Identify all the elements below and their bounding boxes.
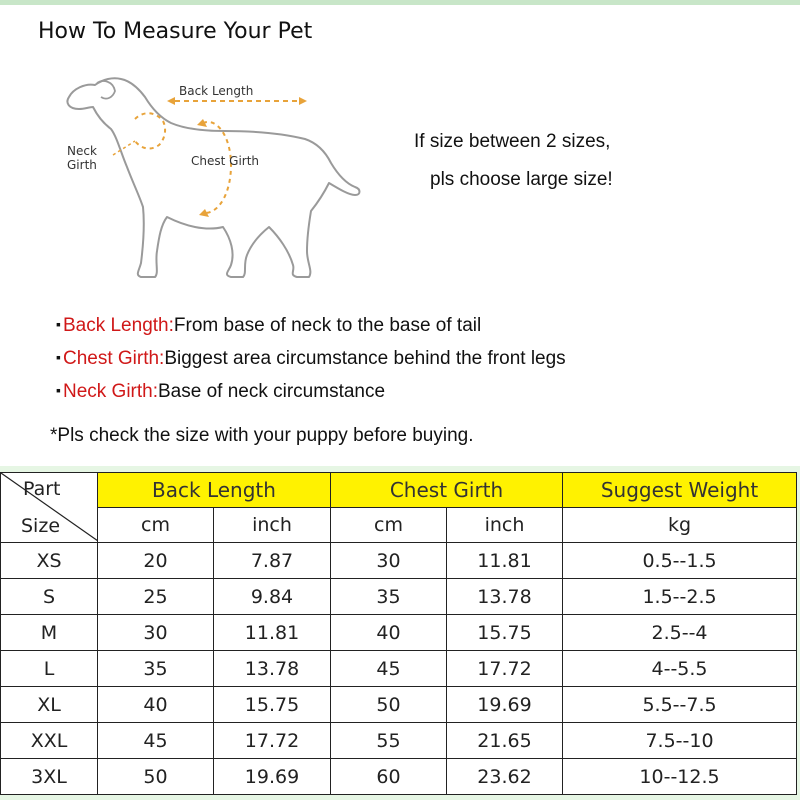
size-chart-frame xyxy=(0,466,800,800)
definition-text: From base of neck to the base of tail xyxy=(173,315,482,336)
value-cell: 1.5--2.5 xyxy=(563,579,797,615)
value-cell: 21.65 xyxy=(447,723,563,759)
measure-guide xyxy=(0,5,800,460)
size-cell: 3XL xyxy=(1,759,98,795)
neck-girth-arrow xyxy=(135,113,165,148)
dog-ear xyxy=(97,81,115,99)
check-size-note: *Pls check the size with your puppy before buying. xyxy=(50,425,474,446)
table-row xyxy=(1,687,797,723)
table-row xyxy=(1,615,797,651)
unit-cell: cm xyxy=(98,508,214,543)
value-cell: 20 xyxy=(98,543,214,579)
value-cell: 23.62 xyxy=(447,759,563,795)
corner-size-label: Size xyxy=(21,515,61,537)
neck-girth-label: Neck xyxy=(67,144,97,158)
bullet-icon: ▪ xyxy=(56,382,61,398)
unit-cell: inch xyxy=(214,508,331,543)
table-row xyxy=(1,543,797,579)
size-cell: L xyxy=(1,651,98,687)
value-cell: 30 xyxy=(98,615,214,651)
measurement-definitions xyxy=(56,309,776,408)
value-cell: 5.5--7.5 xyxy=(563,687,797,723)
value-cell: 50 xyxy=(331,687,447,723)
definition-term: Neck Girth: xyxy=(62,381,158,402)
value-cell: 40 xyxy=(98,687,214,723)
value-cell: 50 xyxy=(98,759,214,795)
table-row xyxy=(1,579,797,615)
size-cell: M xyxy=(1,615,98,651)
chest-girth-label: Chest Girth xyxy=(191,154,260,168)
value-cell: 45 xyxy=(98,723,214,759)
value-cell: 13.78 xyxy=(214,651,331,687)
definition-back-length xyxy=(56,309,776,342)
unit-cell: kg xyxy=(563,508,797,543)
table-row xyxy=(1,759,797,795)
value-cell: 4--5.5 xyxy=(563,651,797,687)
definition-text: Base of neck circumstance xyxy=(158,381,386,402)
value-cell: 30 xyxy=(331,543,447,579)
value-cell: 7.87 xyxy=(214,543,331,579)
table-row xyxy=(1,723,797,759)
dog-outline xyxy=(67,78,359,277)
size-advice-line-2: pls choose large size! xyxy=(430,169,613,190)
value-cell: 9.84 xyxy=(214,579,331,615)
value-cell: 15.75 xyxy=(214,687,331,723)
value-cell: 17.72 xyxy=(447,651,563,687)
value-cell: 55 xyxy=(331,723,447,759)
size-cell: XXL xyxy=(1,723,98,759)
size-cell: XS xyxy=(1,543,98,579)
size-cell: XL xyxy=(1,687,98,723)
value-cell: 2.5--4 xyxy=(563,615,797,651)
table-corner-cell xyxy=(1,473,98,543)
neck-girth-label-2: Girth xyxy=(67,158,97,172)
value-cell: 10--12.5 xyxy=(563,759,797,795)
size-cell: S xyxy=(1,579,98,615)
value-cell: 11.81 xyxy=(214,615,331,651)
header-chest-girth: Chest Girth xyxy=(331,473,563,508)
unit-cell: inch xyxy=(447,508,563,543)
definition-text: Biggest area circumstance behind the front legs xyxy=(164,348,566,369)
value-cell: 35 xyxy=(331,579,447,615)
back-length-label: Back Length xyxy=(179,84,254,98)
value-cell: 35 xyxy=(98,651,214,687)
value-cell: 7.5--10 xyxy=(563,723,797,759)
table-row xyxy=(1,651,797,687)
value-cell: 25 xyxy=(98,579,214,615)
size-advice-note xyxy=(414,123,754,199)
header-back-length: Back Length xyxy=(98,473,331,508)
definition-chest-girth xyxy=(56,342,776,375)
definition-term: Back Length: xyxy=(62,315,174,336)
header-suggest-weight: Suggest Weight xyxy=(563,473,797,508)
value-cell: 13.78 xyxy=(447,579,563,615)
value-cell: 0.5--1.5 xyxy=(563,543,797,579)
unit-cell: cm xyxy=(331,508,447,543)
value-cell: 40 xyxy=(331,615,447,651)
size-chart-table xyxy=(0,472,797,795)
value-cell: 15.75 xyxy=(447,615,563,651)
value-cell: 19.69 xyxy=(447,687,563,723)
definition-term: Chest Girth: xyxy=(62,348,165,369)
definition-neck-girth xyxy=(56,375,776,408)
value-cell: 60 xyxy=(331,759,447,795)
bullet-icon: ▪ xyxy=(56,316,61,332)
size-advice-line-1: If size between 2 sizes, xyxy=(414,131,611,152)
page-title: How To Measure Your Pet xyxy=(38,19,313,44)
value-cell: 11.81 xyxy=(447,543,563,579)
value-cell: 17.72 xyxy=(214,723,331,759)
corner-part-label: Part xyxy=(23,478,61,500)
bullet-icon: ▪ xyxy=(56,349,61,365)
value-cell: 19.69 xyxy=(214,759,331,795)
dog-measurement-figure xyxy=(55,67,375,297)
value-cell: 45 xyxy=(331,651,447,687)
